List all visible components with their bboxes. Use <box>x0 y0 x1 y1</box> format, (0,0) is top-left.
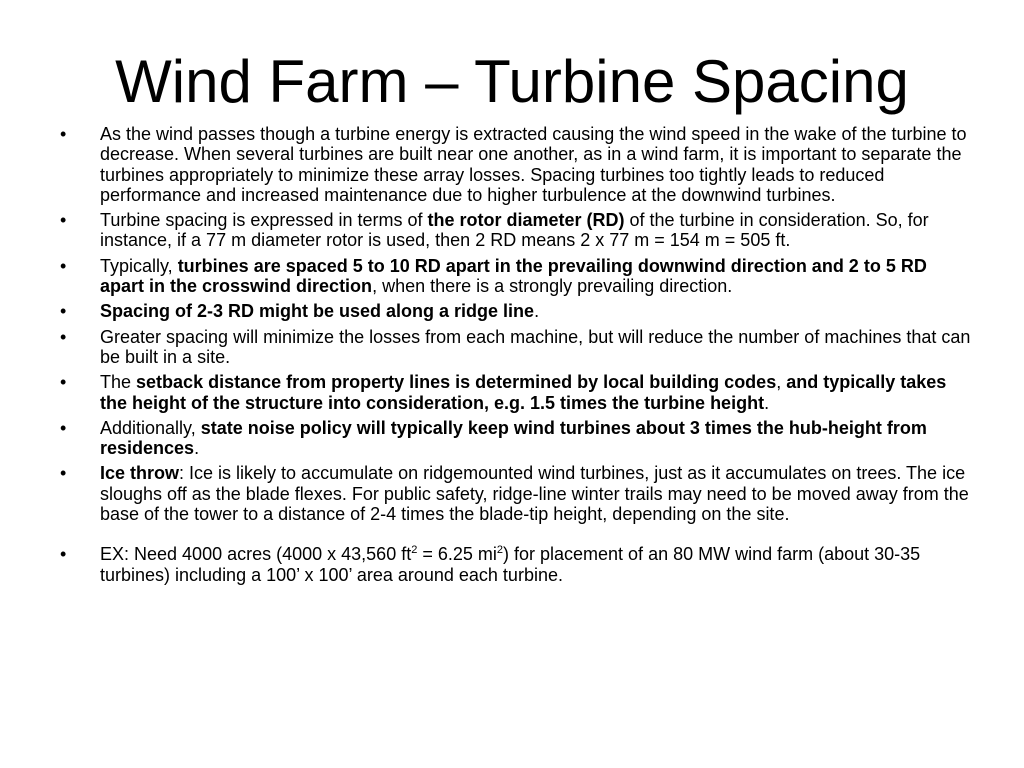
bullet-item <box>56 544 974 585</box>
bullet-item <box>56 418 974 459</box>
bullet-text: , <box>776 372 787 393</box>
bullet-text: Turbine spacing is expressed in terms of <box>100 210 428 231</box>
bullet-text: of the turbine in consideration. So, for instance, if a 77 m diameter rotor is used, then 2 RD means 2 x 77 m = 154 m = 505 ft. <box>100 210 929 251</box>
slide-title: Wind Farm – Turbine Spacing <box>115 48 909 115</box>
bullet-bold-text: the rotor diameter (RD) <box>427 210 625 231</box>
bullet-text: EX: Need 4000 acres (4000 x 43,560 ft <box>100 544 412 565</box>
bullet-icon: • <box>60 255 67 276</box>
bullet-item <box>56 210 974 251</box>
bullet-item <box>56 372 974 413</box>
bullet-icon: • <box>60 463 67 484</box>
bullet-text: . <box>534 301 540 322</box>
bullet-text: = 6.25 mi <box>417 544 497 565</box>
bullet-bold-text: Spacing of 2-3 RD might be used along a ridge line <box>100 301 535 322</box>
bullet-item <box>56 327 974 368</box>
bullet-bold-text: Ice throw <box>100 463 180 484</box>
bullet-icon: • <box>60 544 67 565</box>
bullet-text: Typically, <box>100 255 178 276</box>
bullet-item <box>56 463 974 524</box>
bullet-bold-text: turbines are spaced 5 to 10 RD apart in the prevailing downwind direction and 2 to 5 RD apart in the crosswind direction <box>100 255 927 297</box>
bullet-item <box>56 301 974 321</box>
bullet-text: . <box>194 438 200 459</box>
superscript: 2 <box>496 544 503 557</box>
bullet-item <box>56 256 974 297</box>
bullet-item <box>56 124 974 205</box>
bullet-icon: • <box>60 372 67 393</box>
bullet-text: ) for placement of an 80 MW wind farm (about 30-35 turbines) including a 100’ x 100’ area around each turbine. <box>100 544 921 585</box>
bullet-text: The <box>100 372 137 393</box>
superscript: 2 <box>411 544 418 557</box>
bullet-text: . <box>764 392 770 413</box>
bullet-list <box>56 124 974 590</box>
bullet-text: Greater spacing will minimize the losses from each machine, but will reduce the number of machines that can be built in a site. <box>100 326 971 367</box>
bullet-text: Additionally, <box>100 417 201 438</box>
bullet-icon: • <box>60 124 67 144</box>
bullet-bold-text: setback distance from property lines is determined by local building codes <box>136 372 777 393</box>
bullet-text: As the wind passes though a turbine energy is extracted causing the wind speed in the wake of the turbine to decrease. When several turbines are built near one another, as in a wind farm, it is important to separate the turbines appropriately to minimize these array losses. Spacing turbines too tightly leads to reduced performance and increased maintenance due to higher turbulence at the downwind turbines. <box>100 124 967 205</box>
bullet-bold-text: state noise policy will typically keep wind turbines about 3 times the hub-height from residences <box>100 417 927 459</box>
bullet-text: : Ice is likely to accumulate on ridgemounted wind turbines, just as it accumulates on trees. The ice sloughs off as the blade flexes. For public safety, ridge-line winter trails may need to be moved away from the base of the tower to a distance of 2-4 times the blade-tip height, depending on the site. <box>100 463 969 525</box>
bullet-bold-text: and typically takes the height of the structure into consideration, e.g. 1.5 times the turbine height <box>100 372 947 413</box>
bullet-icon: • <box>60 301 67 322</box>
bullet-icon: • <box>60 417 67 438</box>
bullet-icon: • <box>60 326 67 347</box>
bullet-icon: • <box>60 210 67 231</box>
bullet-text: , when there is a strongly prevailing direction. <box>372 276 733 297</box>
